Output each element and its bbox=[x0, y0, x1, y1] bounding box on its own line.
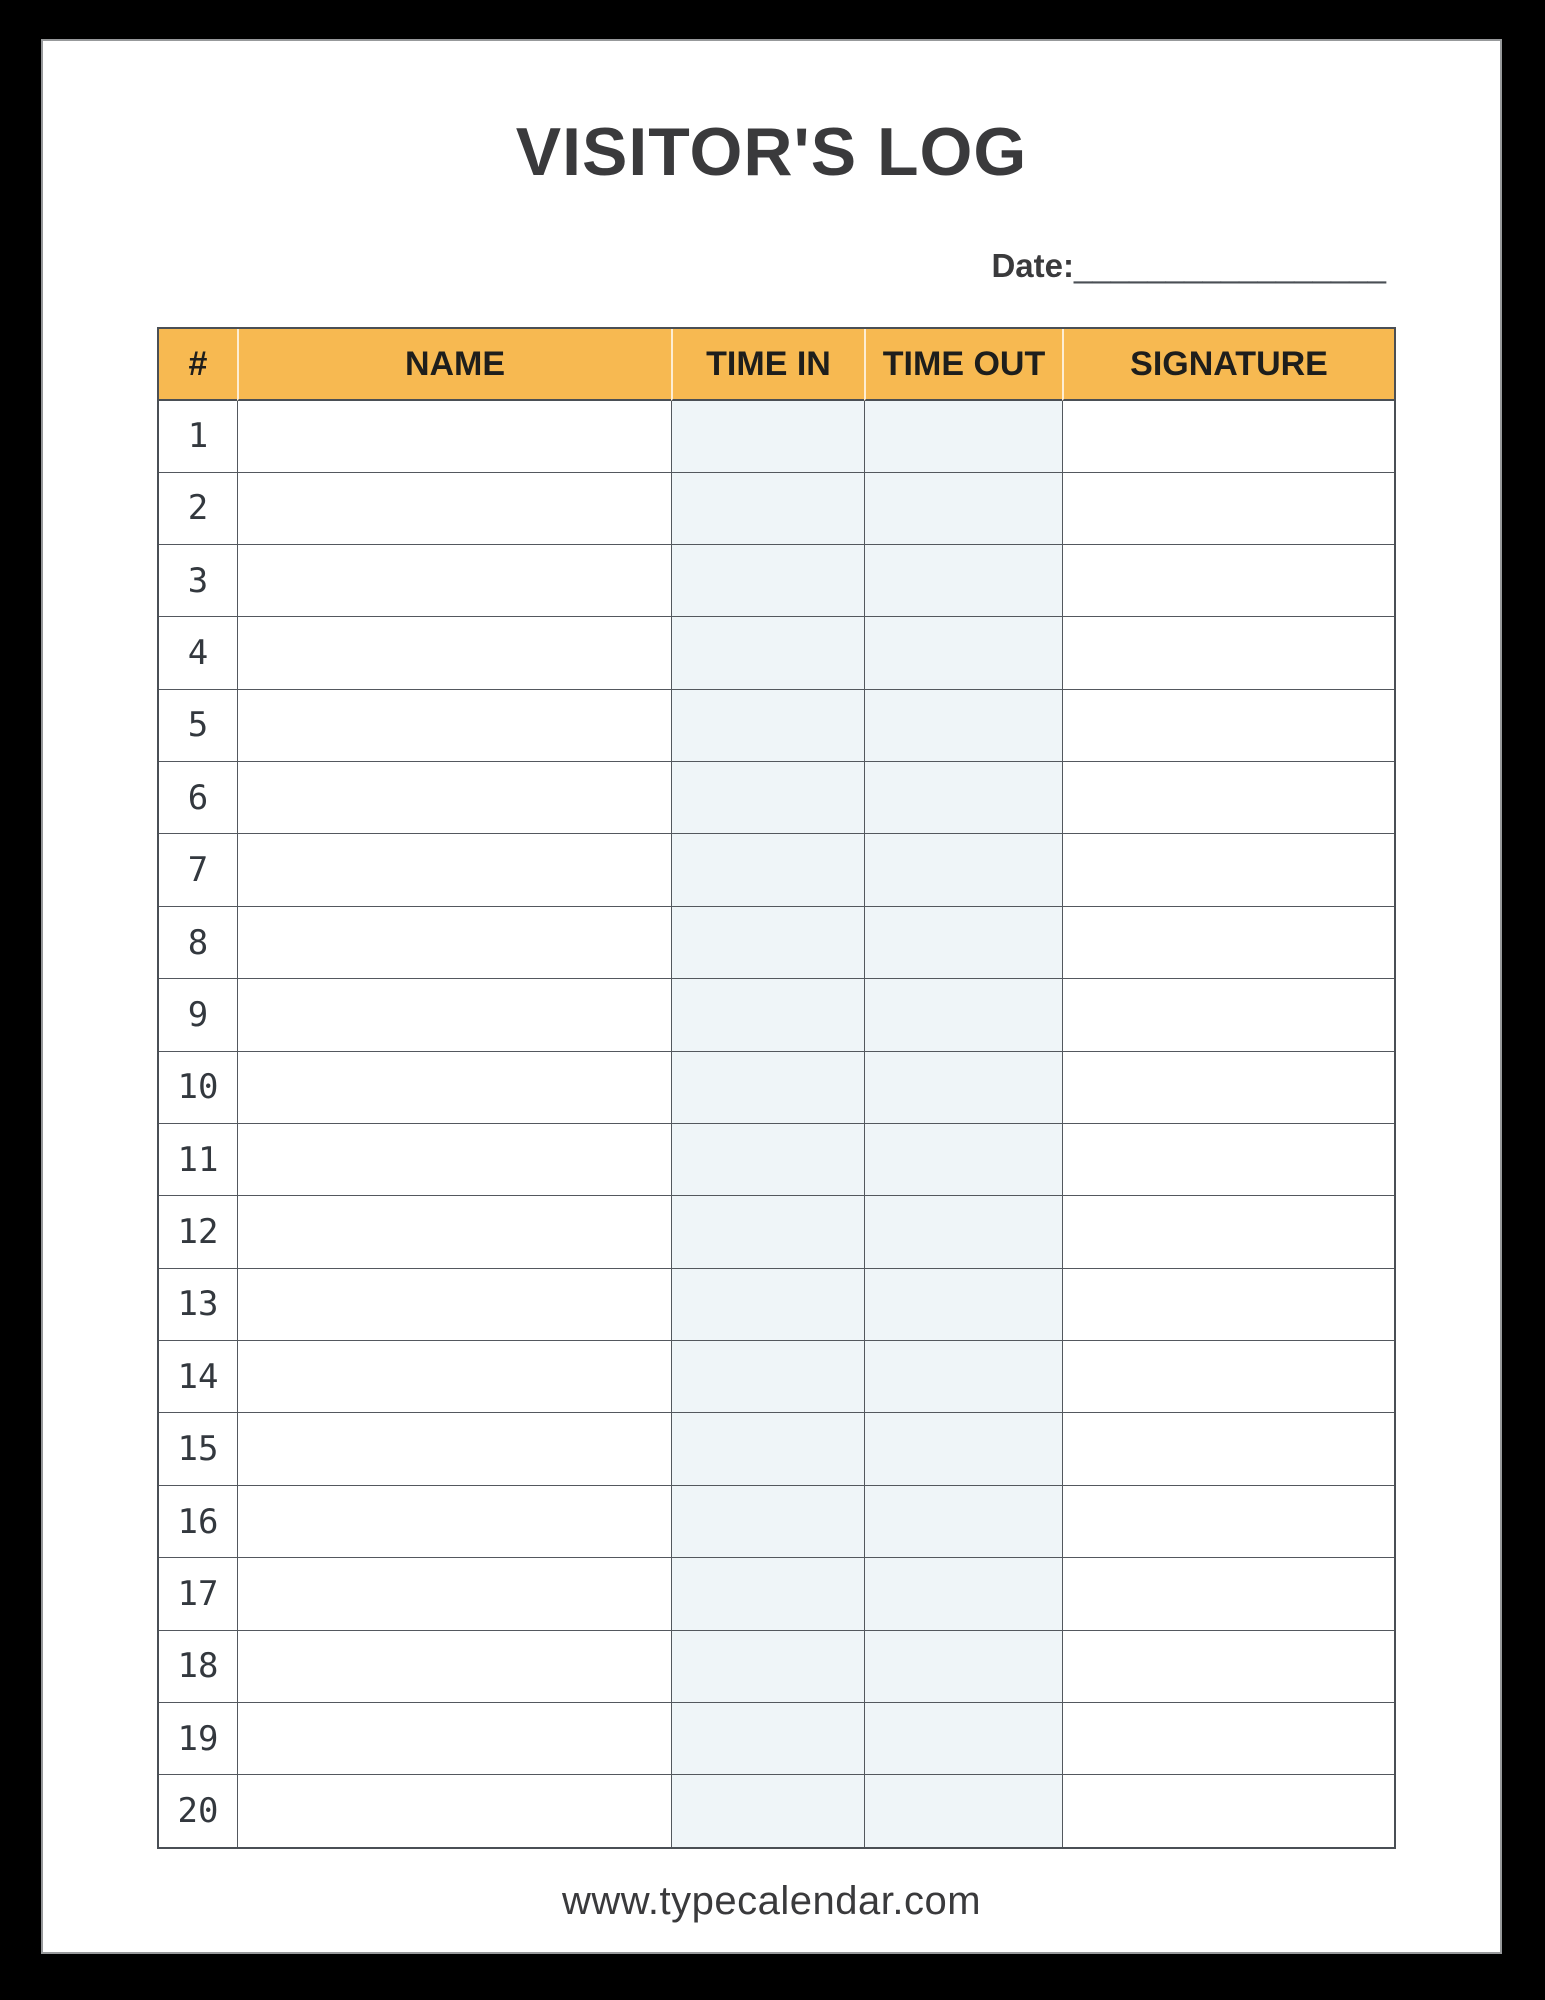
signature-cell bbox=[1062, 1630, 1394, 1702]
page-title: VISITOR'S LOG bbox=[515, 114, 1028, 190]
table-row bbox=[159, 1340, 1394, 1412]
row-number-cell: 1 bbox=[159, 401, 237, 472]
row-number-cell: 17 bbox=[159, 1557, 237, 1629]
table-row bbox=[159, 1051, 1394, 1123]
table-row bbox=[159, 1195, 1394, 1267]
time-in-cell bbox=[671, 1630, 864, 1702]
table-row bbox=[159, 689, 1394, 761]
name-cell bbox=[237, 978, 671, 1050]
table-row bbox=[159, 616, 1394, 688]
time-out-cell bbox=[864, 401, 1062, 472]
row-number-cell: 5 bbox=[159, 689, 237, 761]
table-row bbox=[159, 761, 1394, 833]
visitor-log-table bbox=[157, 327, 1396, 1849]
visitor-table-body bbox=[159, 401, 1394, 1847]
signature-cell bbox=[1062, 472, 1394, 544]
name-cell bbox=[237, 616, 671, 688]
time-out-cell bbox=[864, 472, 1062, 544]
time-out-cell bbox=[864, 544, 1062, 616]
name-cell bbox=[237, 1268, 671, 1340]
time-out-cell bbox=[864, 906, 1062, 978]
name-cell bbox=[237, 906, 671, 978]
table-row bbox=[159, 1630, 1394, 1702]
row-number-cell: 12 bbox=[159, 1195, 237, 1267]
time-in-cell bbox=[671, 1485, 864, 1557]
row-number-cell: 8 bbox=[159, 906, 237, 978]
column-header-time-out: TIME OUT bbox=[864, 329, 1062, 401]
row-number-cell: 6 bbox=[159, 761, 237, 833]
time-in-cell bbox=[671, 1340, 864, 1412]
name-cell bbox=[237, 472, 671, 544]
time-in-cell bbox=[671, 761, 864, 833]
time-in-cell bbox=[671, 401, 864, 472]
time-out-cell bbox=[864, 1195, 1062, 1267]
signature-cell bbox=[1062, 906, 1394, 978]
name-cell bbox=[237, 544, 671, 616]
time-in-cell bbox=[671, 1123, 864, 1195]
row-number-cell: 20 bbox=[159, 1774, 237, 1847]
time-in-cell bbox=[671, 1702, 864, 1774]
name-cell bbox=[237, 1630, 671, 1702]
row-number-cell: 19 bbox=[159, 1702, 237, 1774]
time-in-cell bbox=[671, 1412, 864, 1484]
row-number-cell: 7 bbox=[159, 833, 237, 905]
time-out-cell bbox=[864, 1557, 1062, 1629]
signature-cell bbox=[1062, 1051, 1394, 1123]
name-cell bbox=[237, 1195, 671, 1267]
row-number-cell: 9 bbox=[159, 978, 237, 1050]
row-number-cell: 2 bbox=[159, 472, 237, 544]
table-row bbox=[159, 401, 1394, 472]
row-number-cell: 15 bbox=[159, 1412, 237, 1484]
time-in-cell bbox=[671, 1774, 864, 1847]
signature-cell bbox=[1062, 1702, 1394, 1774]
time-out-cell bbox=[864, 1485, 1062, 1557]
row-number-cell: 18 bbox=[159, 1630, 237, 1702]
column-header-number: # bbox=[159, 329, 237, 401]
table-row bbox=[159, 1485, 1394, 1557]
name-cell bbox=[237, 761, 671, 833]
row-number-cell: 13 bbox=[159, 1268, 237, 1340]
table-row bbox=[159, 833, 1394, 905]
table-header-row bbox=[159, 329, 1394, 401]
time-out-cell bbox=[864, 978, 1062, 1050]
time-out-cell bbox=[864, 1051, 1062, 1123]
column-header-signature: SIGNATURE bbox=[1062, 329, 1394, 401]
time-in-cell bbox=[671, 544, 864, 616]
name-cell bbox=[237, 1051, 671, 1123]
signature-cell bbox=[1062, 978, 1394, 1050]
signature-cell bbox=[1062, 544, 1394, 616]
name-cell bbox=[237, 1412, 671, 1484]
signature-cell bbox=[1062, 1412, 1394, 1484]
name-cell bbox=[237, 1340, 671, 1412]
row-number-cell: 10 bbox=[159, 1051, 237, 1123]
name-cell bbox=[237, 1557, 671, 1629]
table-row bbox=[159, 1268, 1394, 1340]
name-cell bbox=[237, 1702, 671, 1774]
time-out-cell bbox=[864, 1412, 1062, 1484]
time-out-cell bbox=[864, 1702, 1062, 1774]
time-out-cell bbox=[864, 1630, 1062, 1702]
signature-cell bbox=[1062, 1557, 1394, 1629]
signature-cell bbox=[1062, 689, 1394, 761]
table-row bbox=[159, 472, 1394, 544]
table-row bbox=[159, 906, 1394, 978]
time-out-cell bbox=[864, 1340, 1062, 1412]
column-header-time-in: TIME IN bbox=[671, 329, 864, 401]
signature-cell bbox=[1062, 1340, 1394, 1412]
table-row bbox=[159, 1557, 1394, 1629]
table-row bbox=[159, 544, 1394, 616]
row-number-cell: 14 bbox=[159, 1340, 237, 1412]
table-row bbox=[159, 1412, 1394, 1484]
table-row bbox=[159, 1123, 1394, 1195]
time-out-cell bbox=[864, 1774, 1062, 1847]
name-cell bbox=[237, 833, 671, 905]
signature-cell bbox=[1062, 1195, 1394, 1267]
time-in-cell bbox=[671, 1051, 864, 1123]
time-out-cell bbox=[864, 1268, 1062, 1340]
time-out-cell bbox=[864, 689, 1062, 761]
row-number-cell: 4 bbox=[159, 616, 237, 688]
time-out-cell bbox=[864, 616, 1062, 688]
row-number-cell: 3 bbox=[159, 544, 237, 616]
date-row bbox=[991, 247, 1386, 285]
signature-cell bbox=[1062, 1774, 1394, 1847]
time-in-cell bbox=[671, 1268, 864, 1340]
row-number-cell: 11 bbox=[159, 1123, 237, 1195]
time-in-cell bbox=[671, 1195, 864, 1267]
signature-cell bbox=[1062, 1123, 1394, 1195]
table-row bbox=[159, 1702, 1394, 1774]
name-cell bbox=[237, 689, 671, 761]
table-row bbox=[159, 1774, 1394, 1847]
time-in-cell bbox=[671, 906, 864, 978]
signature-cell bbox=[1062, 1268, 1394, 1340]
footer-url: www.typecalendar.com bbox=[561, 1879, 982, 1923]
time-in-cell bbox=[671, 833, 864, 905]
date-blank-line: _________________ bbox=[1073, 247, 1386, 284]
name-cell bbox=[237, 401, 671, 472]
page bbox=[41, 39, 1502, 1954]
signature-cell bbox=[1062, 1485, 1394, 1557]
name-cell bbox=[237, 1123, 671, 1195]
name-cell bbox=[237, 1485, 671, 1557]
time-in-cell bbox=[671, 978, 864, 1050]
time-in-cell bbox=[671, 1557, 864, 1629]
time-out-cell bbox=[864, 1123, 1062, 1195]
time-out-cell bbox=[864, 761, 1062, 833]
time-in-cell bbox=[671, 689, 864, 761]
signature-cell bbox=[1062, 761, 1394, 833]
table-row bbox=[159, 978, 1394, 1050]
name-cell bbox=[237, 1774, 671, 1847]
table-header bbox=[159, 329, 1394, 401]
signature-cell bbox=[1062, 833, 1394, 905]
time-in-cell bbox=[671, 472, 864, 544]
row-number-cell: 16 bbox=[159, 1485, 237, 1557]
time-out-cell bbox=[864, 833, 1062, 905]
column-header-name: NAME bbox=[237, 329, 671, 401]
time-in-cell bbox=[671, 616, 864, 688]
date-label: Date: bbox=[991, 247, 1074, 284]
signature-cell bbox=[1062, 401, 1394, 472]
signature-cell bbox=[1062, 616, 1394, 688]
